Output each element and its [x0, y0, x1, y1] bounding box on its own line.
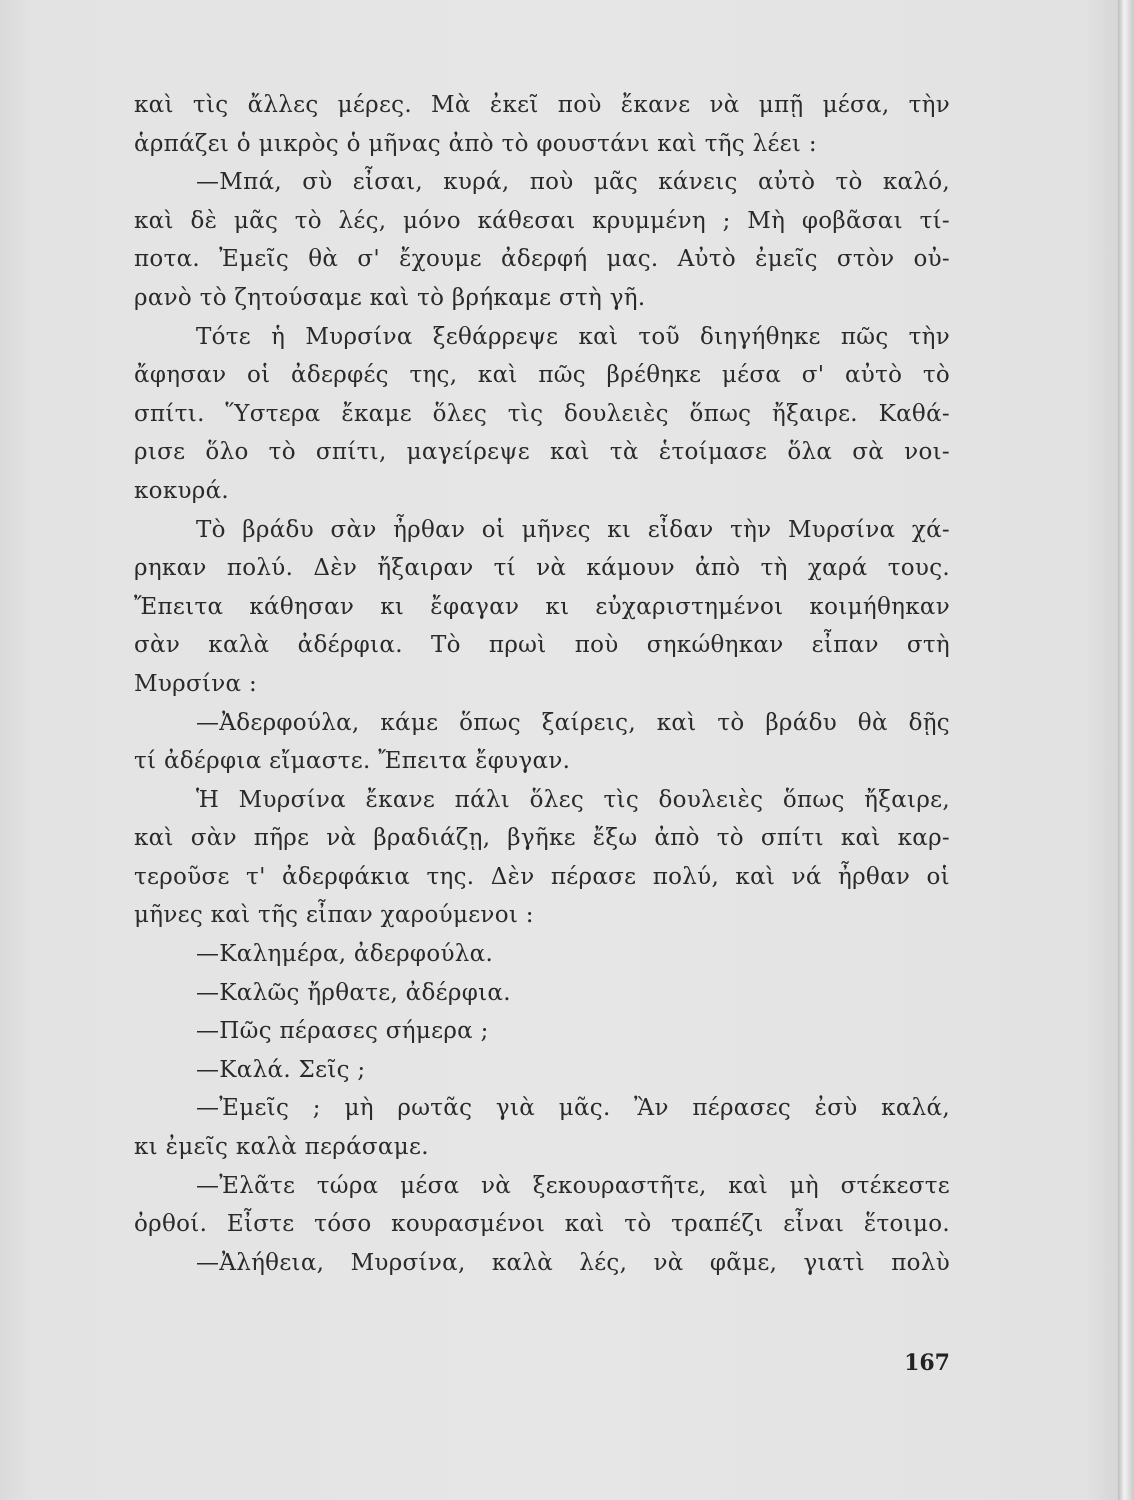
- text-line: Ἡ Μυρσίνα ἔκανε πάλι ὅλες τὶς δουλειὲς ὅπως ἤξαιρε,: [196, 786, 950, 813]
- text-line: μῆνες καὶ τῆς εἶπαν χαρούμενοι :: [134, 902, 534, 929]
- text-line: Τὸ βράδυ σὰν ἦρθαν οἱ μῆνες κι εἶδαν τὴν Μυρσίνα χά-: [196, 516, 950, 543]
- text-line: —Πῶς πέρασες σήμερα ;: [196, 1018, 489, 1045]
- text-line: ρανὸ τὸ ζητούσαμε καὶ τὸ βρήκαμε στὴ γῆ.: [134, 284, 646, 311]
- text-line: —Ἐλᾶτε τώρα μέσα νὰ ξεκουραστῆτε, καὶ μὴ στέκεστε: [196, 1172, 950, 1199]
- text-line: —Ἀδερφούλα, κάμε ὅπως ξαίρεις, καὶ τὸ βράδυ θὰ δῇς: [196, 709, 950, 736]
- text-line: κι ἐμεῖς καλὰ περάσαμε.: [134, 1134, 429, 1161]
- page-text: [134, 86, 950, 1282]
- text-line: Μυρσίνα :: [134, 670, 258, 697]
- text-line: —Καλά. Σεῖς ;: [196, 1056, 366, 1083]
- page-edge: [1118, 0, 1134, 1500]
- page-number: 167: [904, 1350, 950, 1376]
- text-line: τεροῦσε τ' ἀδερφάκια της. Δὲν πέρασε πολύ, καὶ νά ἦρθαν οἱ: [134, 863, 950, 890]
- text-line: κοκυρά.: [134, 477, 230, 504]
- text-line: —Ἐμεῖς ; μὴ ρωτᾶς γιὰ μᾶς. Ἂν πέρασες ἐσὺ καλά,: [196, 1095, 950, 1122]
- text-line: σπίτι. Ὕστερα ἔκαμε ὅλες τὶς δουλειὲς ὅπως ἤξαιρε. Καθά-: [134, 400, 950, 427]
- text-line: ρισε ὅλο τὸ σπίτι, μαγείρεψε καὶ τὰ ἑτοίμασε ὅλα σὰ νοι-: [134, 439, 950, 466]
- text-line: ποτα. Ἐμεῖς θὰ σ' ἔχουμε ἀδερφή μας. Αὐτὸ ἐμεῖς στὸν οὐ-: [134, 246, 950, 273]
- text-line: —Καλῶς ἤρθατε, ἀδέρφια.: [196, 979, 511, 1006]
- text-line: σὰν καλὰ ἀδέρφια. Τὸ πρωὶ ποὺ σηκώθηκαν εἶπαν στὴ: [134, 632, 950, 659]
- text-line: τί ἀδέρφια εἴμαστε. Ἔπειτα ἔφυγαν.: [134, 748, 571, 775]
- text-line: ἄφησαν οἱ ἀδερφές της, καὶ πῶς βρέθηκε μέσα σ' αὐτὸ τὸ: [134, 362, 950, 389]
- text-line: καὶ δὲ μᾶς τὸ λές, μόνο κάθεσαι κρυμμένη ; Μὴ φοβᾶσαι τί-: [134, 207, 950, 234]
- text-line: —Μπά, σὺ εἶσαι, κυρά, ποὺ μᾶς κάνεις αὐτὸ τὸ καλό,: [196, 169, 950, 196]
- text-line: Ἔπειτα κάθησαν κι ἔφαγαν κι εὐχαριστημένοι κοιμήθηκαν: [134, 593, 950, 620]
- text-line: ἁρπάζει ὁ μικρὸς ὁ μῆνας ἀπὸ τὸ φουστάνι καὶ τῆς λέει :: [134, 130, 817, 157]
- text-line: καὶ τὶς ἄλλες μέρες. Μὰ ἐκεῖ ποὺ ἔκανε νὰ μπῇ μέσα, τὴν: [134, 92, 950, 118]
- text-line: ρηκαν πολύ. Δὲν ἤξαιραν τί νὰ κάμουν ἀπὸ τὴ χαρά τους.: [134, 555, 950, 582]
- text-line: —Καλημέρα, ἀδερφούλα.: [196, 941, 494, 968]
- text-line: ὀρθοί. Εἶστε τόσο κουρασμένοι καὶ τὸ τραπέζι εἶναι ἕτοιμο.: [134, 1211, 950, 1238]
- text-line: καὶ σὰν πῆρε νὰ βραδιάζῃ, βγῆκε ἔξω ἀπὸ τὸ σπίτι καὶ καρ-: [134, 825, 950, 852]
- text-line: Τότε ἡ Μυρσίνα ξεθάρρεψε καὶ τοῦ διηγήθηκε πῶς τὴν: [196, 323, 950, 350]
- text-line: —Ἀλήθεια, Μυρσίνα, καλὰ λές, νὰ φᾶμε, γιατὶ πολὺ: [196, 1249, 950, 1276]
